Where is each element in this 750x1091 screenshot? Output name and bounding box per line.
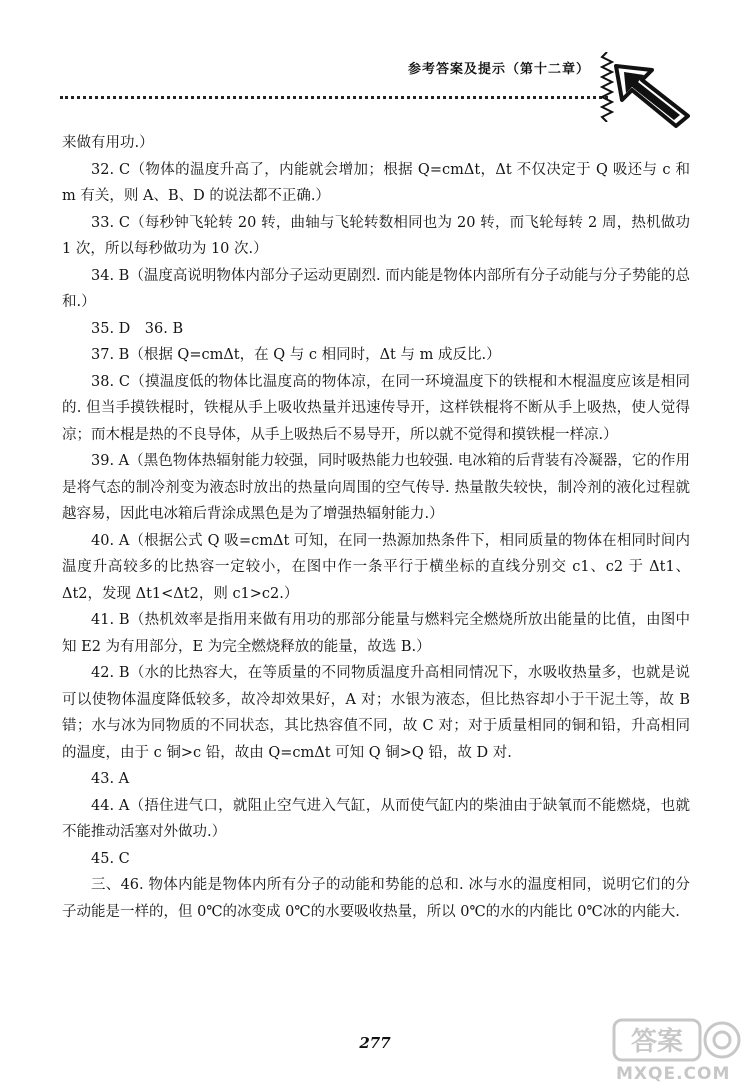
answer-34: 34. B（温度高说明物体内部分子运动更剧烈. 而内能是物体内部所有分子动能与分子势能的总和.）	[62, 267, 690, 310]
header-dotted-rule	[60, 96, 608, 99]
paragraph: 来做有用功.）	[62, 135, 154, 151]
watermark-logo-icon	[612, 1016, 742, 1066]
arrow-icon	[612, 62, 692, 128]
answer-content	[62, 130, 690, 925]
answer-38: 38. C（摸温度低的物体比温度高的物体凉，在同一环境温度下的铁棍和木棍温度应该是相同的. 但当手摸铁棍时，铁棍从手上吸收热量并迅速传导开，这样铁棍将不断从手上吸热，使人觉得凉；而木棍是热的不良导体，从手上吸热后不易导开，所以就不觉得和摸铁棍一样凉.）	[62, 373, 690, 443]
watermark	[606, 1016, 746, 1086]
answer-46: 三、46. 物体内能是物体内所有分子的动能和势能的总和. 冰与水的温度相同，说明它们的分子动能是一样的，但 0℃的冰变成 0℃的水要吸收热量，所以 0℃的水的内能比 0℃冰的内能大.	[62, 877, 690, 920]
answer-40: 40. A（根据公式 Q 吸=cmΔt 可知，在同一热源加热条件下，相同质量的物体在相同时间内温度升高较多的比热容一定较小，在图中作一条平行于横坐标的直线分别交 c1、c2 于 Δt1、Δt2，发现 Δt1<Δt2，则 c1>c2.）	[62, 532, 690, 602]
answer-39: 39. A（黑色物体热辐射能力较强，同时吸热能力也较强. 电冰箱的后背装有冷凝器，它的作用是将气态的制冷剂变为液态时放出的热量向周围的空气传导. 热量散失较快，制冷剂的液化过程就越容易，因此电冰箱后背涂成黑色是为了增强热辐射能力.）	[62, 453, 690, 522]
answer-44: 44. A（捂住进气口，就阻止空气进入气缸，从而使气缸内的柴油由于缺氧而不能燃烧，也就不能推动活塞对外做功.）	[62, 797, 690, 840]
page-number: 277	[359, 1034, 391, 1052]
answer-37: 37. B（根据 Q=cmΔt，在 Q 与 c 相同时，Δt 与 m 成反比.）	[91, 347, 501, 363]
page-header	[60, 52, 750, 122]
answer-45: 45. C	[91, 850, 130, 867]
answer-35-36: 35. D 36. B	[91, 320, 184, 337]
answer-42: 42. B（水的比热容大，在等质量的不同物质温度升高相同情况下，水吸收热量多，也就是说可以使物体温度降低较多，故冷却效果好，A 对；水银为液态，但比热容却小于干泥土等，故 B 错；水与冰为同物质的不同状态，其比热容值不同，故 C 对；对于质量相同的铜和铅，升高相同的温度，由于 c 铜>c 铅，故由 Q=cmΔt 可知 Q 铜>Q 铅，故 D 对.	[62, 665, 690, 761]
answer-33: 33. C（每秒钟飞轮转 20 转，曲轴与飞轮转数相同也为 20 转，而飞轮每转 2 周，热机做功 1 次，所以每秒做功为 10 次.）	[62, 214, 690, 257]
answer-43: 43. A	[91, 771, 130, 787]
chapter-title: 参考答案及提示（第十二章）	[407, 62, 590, 77]
svg-text:答案: 答案	[630, 1027, 684, 1057]
answer-41: 41. B（热机效率是指用来做有用功的那部分能量与燃料完全燃烧所放出能量的比值，由图中知 E2 为有用部分，E 为完全燃烧释放的能量，故选 B.）	[62, 612, 690, 655]
watermark-site: MXQE.COM	[616, 1064, 731, 1084]
answer-32: 32. C（物体的温度升高了，内能就会增加；根据 Q=cmΔt，Δt 不仅决定于 Q 吸还与 c 和 m 有关，则 A、B、D 的说法都不正确.）	[62, 161, 690, 204]
